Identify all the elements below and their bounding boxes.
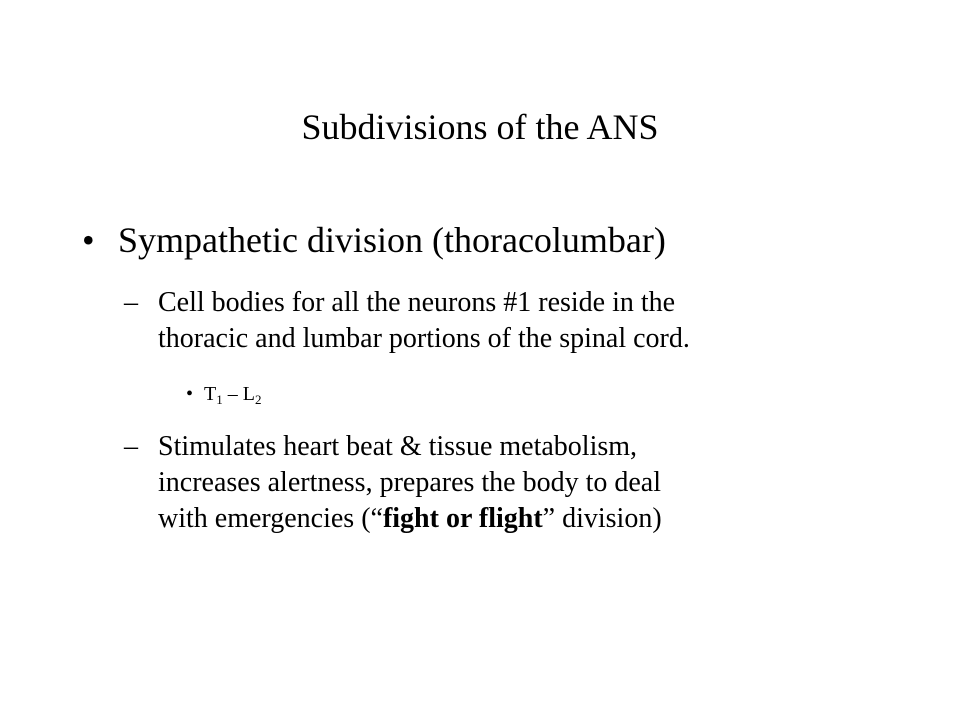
emphasis-fight-or-flight: fight or flight: [382, 503, 543, 534]
main-bullet-text: Sympathetic division (thoracolumbar): [118, 220, 666, 260]
segment-l-subscript: 2: [254, 392, 262, 407]
segment-l-letter: L: [242, 383, 255, 405]
sub-bullet-line: [158, 501, 662, 537]
sub-bullet-line: thoracic and lumbar portions of the spinal cord.: [158, 323, 690, 354]
line-prefix: with emergencies (“: [158, 503, 383, 534]
segment-range: [204, 380, 261, 408]
sub-bullet-line: Cell bodies for all the neurons #1 reside in the: [158, 287, 676, 318]
sub-bullet-line: increases alertness, prepares the body to deal: [158, 467, 662, 498]
slide-title: Subdivisions of the ANS: [301, 107, 659, 147]
dash-marker: –: [124, 431, 138, 462]
line-suffix: ” division): [542, 503, 662, 534]
sub-bullet-line: Stimulates heart beat & tissue metabolism,: [158, 431, 638, 462]
segment-t-subscript: 1: [216, 392, 223, 407]
bullet-marker: •: [82, 220, 95, 260]
dash-marker: –: [124, 287, 138, 318]
bullet-marker: •: [186, 383, 194, 405]
sub-bullet-text: [158, 429, 662, 537]
segment-dash: –: [222, 383, 243, 405]
segment-t-letter: T: [204, 383, 217, 405]
sub-bullet-text: [158, 285, 690, 357]
